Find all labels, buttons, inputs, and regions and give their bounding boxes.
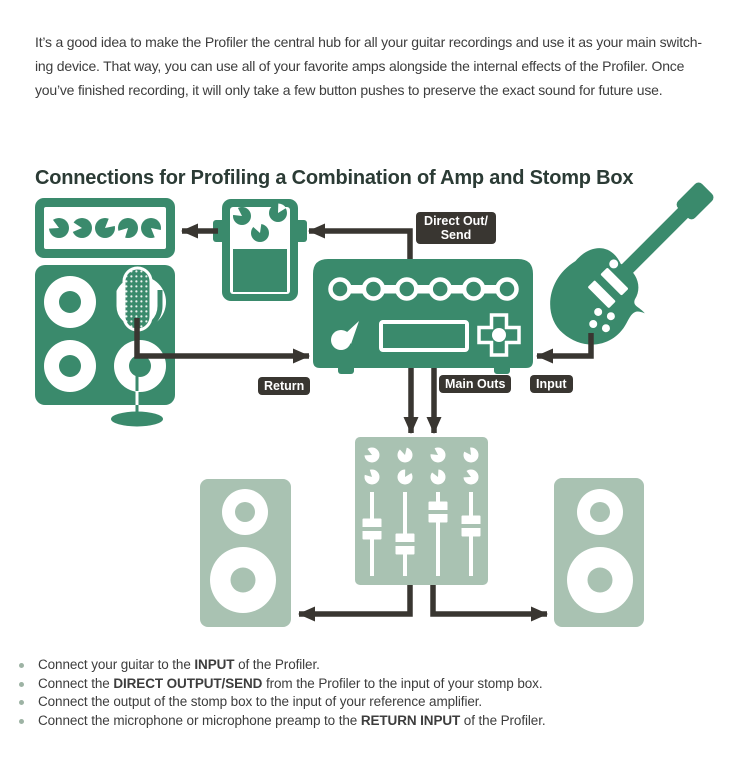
list-item: [19, 695, 546, 709]
list-item: [19, 714, 546, 728]
arrow-mixer-to-left-speaker: [299, 585, 410, 614]
label-direct-out-line1: Direct Out/: [424, 214, 488, 228]
instruction-text: Connect your guitar to the INPUT of the Profiler.: [38, 657, 320, 672]
bullet-icon: [19, 682, 24, 687]
bullet-icon: [19, 700, 24, 705]
intro-line: It’s a good idea to make the Profiler the central hub for all your guitar recordings and use it as your main switch-: [35, 34, 702, 50]
instruction-text: Connect the DIRECT OUTPUT/SEND from the Profiler to the input of your stomp box.: [38, 675, 543, 691]
label-input: Input: [530, 375, 573, 393]
amp-head-icon: [35, 198, 175, 258]
intro-line: you’ve finished recording, it will only take a few button pushes to preserve the exact sound for future use.: [35, 82, 663, 98]
instruction-text: Connect the microphone or microphone preamp to the RETURN INPUT of the Profiler.: [38, 712, 546, 728]
arrow-mixer-to-right-speaker: [433, 585, 547, 614]
stomp-box-icon: [213, 199, 307, 301]
electric-guitar-icon: [532, 158, 738, 364]
mixer-icon: [355, 437, 488, 585]
list-item: [19, 677, 546, 691]
arrow-directout-to-stompbox: [309, 231, 410, 259]
profiler-icon: [313, 259, 533, 374]
monitor-speaker-left-icon: [200, 479, 291, 627]
label-direct-out-send: [416, 212, 496, 244]
intro-line: ing device. That way, you can use all of your favorite amps alongside the internal effects of the Profiler. Once: [35, 58, 685, 74]
page-title: Connections for Profiling a Combination of Amp and Stomp Box: [35, 167, 634, 190]
monitor-speaker-right-icon: [554, 478, 644, 627]
instruction-text: Connect the output of the stomp box to the input of your reference amplifier.: [38, 694, 483, 709]
bullet-icon: [19, 663, 24, 668]
instructions-list: [19, 658, 546, 732]
list-item: [19, 658, 546, 672]
label-main-outs: Main Outs: [439, 375, 511, 393]
label-return: Return: [258, 377, 310, 395]
speaker-cabinet-icon: [35, 265, 175, 405]
bullet-icon: [19, 719, 24, 724]
label-direct-out-line2: Send: [440, 228, 472, 242]
